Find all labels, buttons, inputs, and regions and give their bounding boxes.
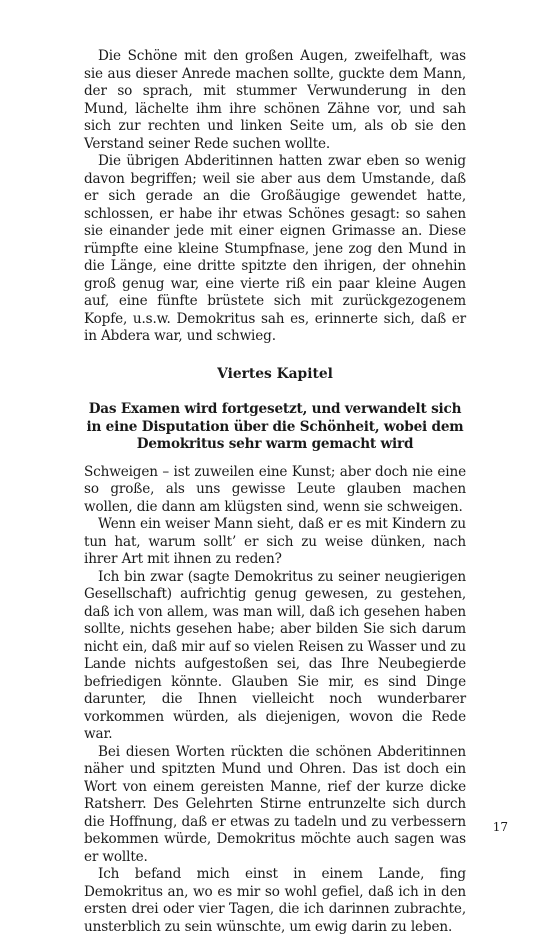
- paragraph: Schweigen – ist zuweilen eine Kunst; aber doch nie eine so große, als uns gewisse Leute glauben machen wollen, die dann am klügsten sind, wenn sie schweigen.: [84, 463, 466, 515]
- book-page: [84, 48, 466, 935]
- paragraph: Die übrigen Abderitinnen hatten zwar eben so wenig davon begriffen; weil sie aber aus dem Umstande, daß er sich gerade an die Großäugige gewendet hatte, schlossen, er habe ihr etwas Schönes gesagt: so sahen sie einander jede mit einer eignen Grimasse an. Diese rümpfte eine kleine Stumpfnase, jene zog den Mund in die Länge, eine dritte spitzte den ihrigen, der ohnehin groß genug war, eine vierte riß ein paar kleine Augen auf, eine fünfte brüstete sich mit zurückgezogenem Kopfe, u.s.w. Demokritus sah es, erinnerte sich, daß er in Abdera war, und schwieg.: [84, 153, 466, 344]
- paragraph: Ich befand mich einst in einem Lande, fing Demokritus an, wo es mir so wohl gefiel, daß ich in den ersten drei oder vier Tagen, die ich darinnen zubrachte, unsterblich zu sein wünschte, um ewig darin zu leben.: [84, 866, 466, 935]
- paragraph: Bei diesen Worten rückten die schönen Abderitinnen näher und spitzten Mund und Ohren. Das ist doch ein Wort von einem gereisten Manne, rief der kurze dicke Ratsherr. Des Gelehrten Stirne entrunzelte sich durch die Hoffnung, daß er etwas zu tadeln und zu verbessern bekommen würde, Demokritus möchte auch sagen was er wollte.: [84, 743, 466, 865]
- page-number: 17: [492, 820, 508, 834]
- paragraph: Ich bin zwar (sagte Demokritus zu seiner neugierigen Gesellschaft) aufrichtig genug gewesen, zu gestehen, daß ich von allem, was man will, daß ich gesehen haben sollte, nichts gesehen habe; aber bilden Sie sich darum nicht ein, daß mir auf so vielen Reisen zu Wasser und zu Lande nichts aufgestoßen sei, das Ihre Neubegierde befriedigen könnte. Glauben Sie mir, es sind Dinge darunter, die Ihnen vielleicht noch wunderbarer vorkommen würden, als diejenigen, wovon die Rede war.: [84, 568, 466, 742]
- chapter-heading: Viertes Kapitel: [217, 365, 333, 382]
- paragraph: Die Schöne mit den großen Augen, zweifelhaft, was sie aus dieser Anrede machen sollte, guckte dem Mann, der so sprach, mit stummer Verwunderung in den Mund, lächelte ihm ihre schönen Zähne vor, und sah sich zur rechten und linken Seite um, als ob sie den Verstand seiner Rede suchen wollte.: [84, 48, 466, 152]
- paragraph: Wenn ein weiser Mann sieht, daß er es mit Kindern zu tun hat, warum sollt’ er sich zu weise dünken, nach ihrer Art mit ihnen zu reden?: [84, 516, 466, 567]
- chapter-subtitle: Das Examen wird fortgesetzt, und verwandelt sich in eine Disputation über die Schönheit, wobei dem Demokritus sehr warm gemacht wird: [86, 401, 464, 452]
